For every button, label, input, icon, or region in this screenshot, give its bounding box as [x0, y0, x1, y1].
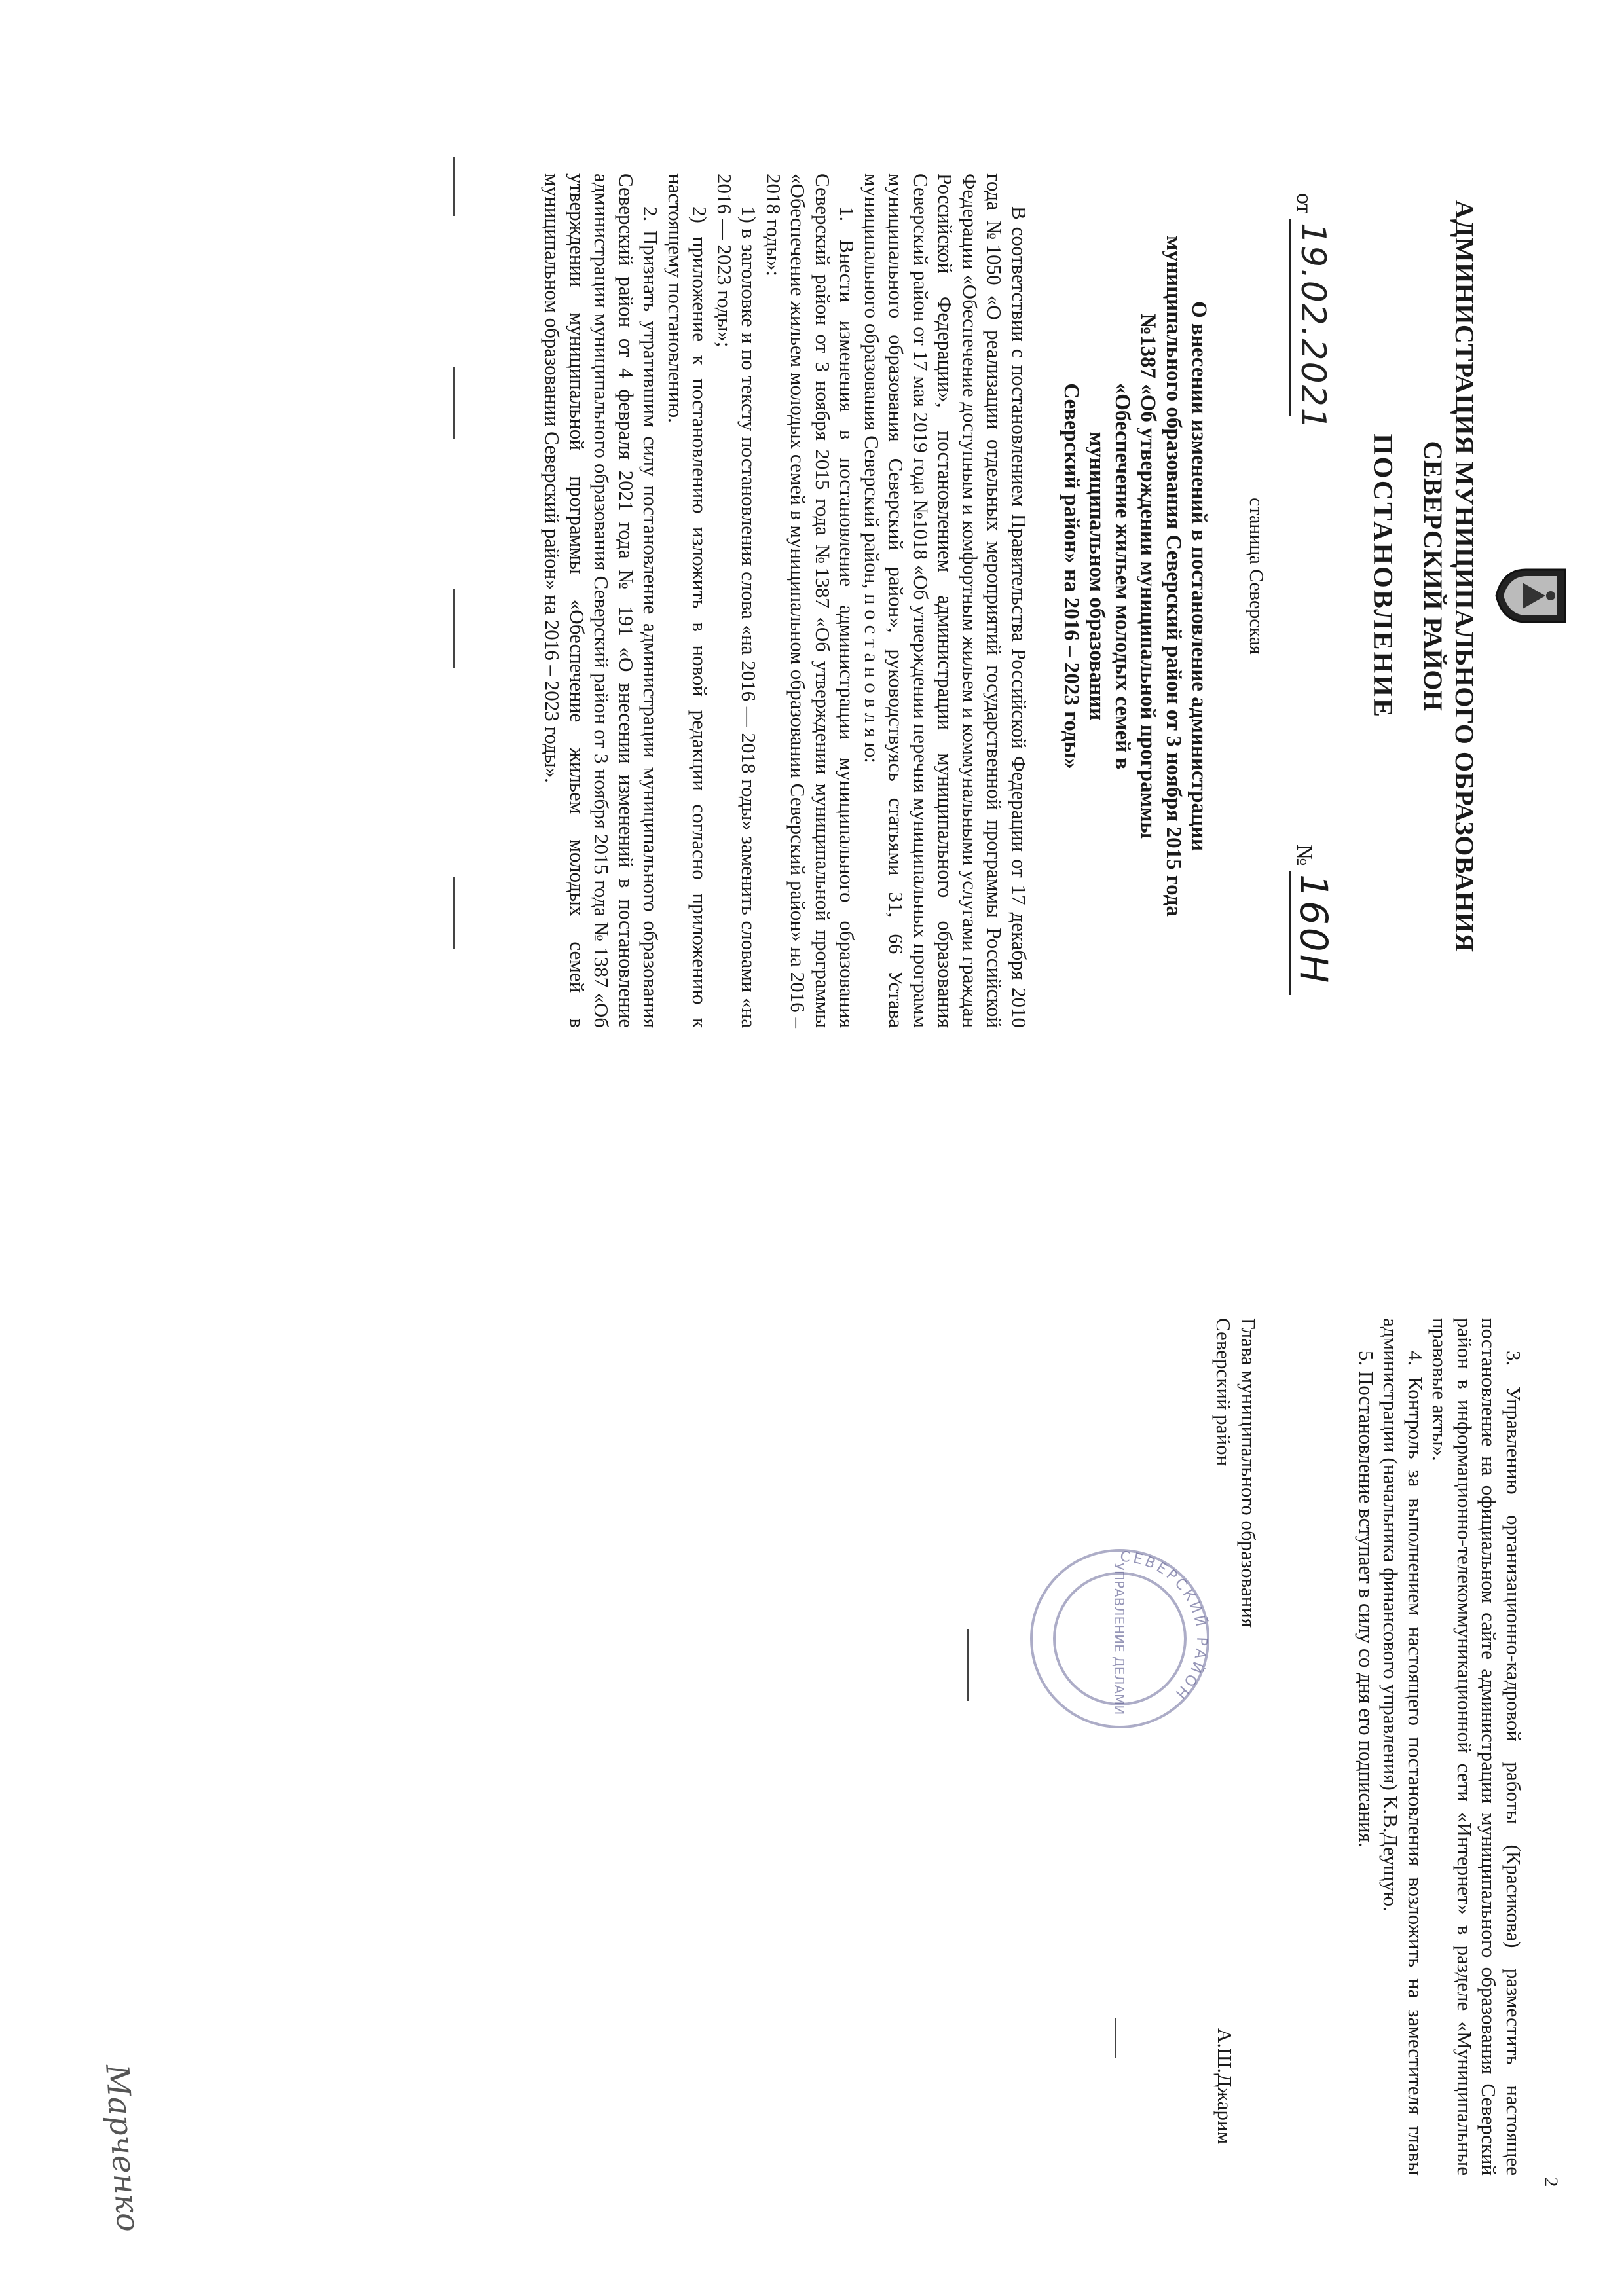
subject-line: «Обеспечение жильем молодых семей в [1111, 382, 1134, 770]
scan-artifact-dash [967, 1629, 969, 1701]
number-underline [1289, 871, 1291, 995]
page-2 [0, 1148, 1624, 2296]
svg-text:СЕВЕРСКИЙ РАЙОН [1120, 1549, 1210, 1704]
document-type-title: ПОСТАНОВЛЕНИЕ [1367, 433, 1397, 719]
org-title-line-2: СЕВЕРСКИЙ РАЙОН [1418, 441, 1448, 712]
body-paragraph-4: 4. Контроль за выполнением настоящего постановления возложить на заместителя главы администрации (начальника финансового управления) К.В.Деущую. [1379, 1318, 1427, 2176]
scan-artifact-dash [1115, 2018, 1116, 2058]
decree-body-page-2 [1354, 1318, 1526, 2176]
stamp-inner-text: УПРАВЛЕНИЕ ДЕЛАМИ [1111, 1562, 1127, 1715]
number-label: № [1292, 845, 1316, 866]
scan-artifact-dash [453, 589, 455, 668]
date-underline [1289, 219, 1291, 416]
coat-of-arms-emblem [1493, 563, 1572, 629]
decree-body-page-1 [540, 173, 1031, 1028]
body-paragraph-1: 1. Внести изменения в постановление администрации муниципального образования Северский район от 3 ноября 2015 года №1387 «Об утверждении муниципальной программы «Обеспечение жильем молодых семей в муниципальном образовании Северский район» на 2016 – 2018 годы»: [762, 173, 859, 1028]
signatory-position-line: Глава муниципального образования [1237, 1318, 1260, 1628]
subject-line: №1387 «Об утверждении муниципальной программы [1136, 313, 1160, 839]
subject-line: Северский район» на 2016 – 2023 годы» [1060, 383, 1083, 769]
official-stamp [1022, 1540, 1218, 1737]
body-paragraph-3: 3. Управлению организационно-кадровой работы (Красикова) разместить настоящее постановление на официальном сайте администрации муниципального образования Северский район в информационно-телекоммуникационной сети «Интернет» в разделе «Муниципальные правовые акты». [1428, 1318, 1525, 2176]
body-paragraph-1-1: 1) в заголовке и по тексту постановления слова «на 2016 — 2018 годы» заменить словами «на 2016 — 2023 годы»; [713, 173, 761, 1028]
signatory-name: А.Ш.Джарим [1213, 2028, 1236, 2145]
body-paragraph-preamble: В соответствии с постановлением Правительства Российской Федерации от 17 декабря 2010 года №1050 «О реализации отдельных мероприятий государственной программы Российской Федерации «Обеспечение доступным и комфортным жильем и коммунальными услугами граждан Российской Федерации», постановлением администрации муниципального образования Северский район от 17 мая 2019 года №1018 «Об утверждении перечня муниципальных программ муниципального образования Северский район», руководствуясь статьями 31, 66 Устава муниципального образования Северский район, п о с т а н о в л я ю: [860, 173, 1031, 1028]
org-title-line-1: АДМИНИСТРАЦИЯ МУНИЦИПАЛЬНОГО ОБРАЗОВАНИЯ [1450, 200, 1479, 953]
body-paragraph-5: 5. Постановление вступает в силу со дня его подписания. [1355, 1351, 1378, 1848]
scan-artifact-dash [453, 367, 455, 439]
scan-artifact-dash [453, 157, 455, 216]
place-of-issue: станица Северская [1246, 498, 1267, 655]
page-number: 2 [1540, 2177, 1562, 2187]
body-paragraph-1-2: 2) приложение к постановлению изложить в новой редакции согласно приложению к настоящему постановлению. [664, 173, 712, 1028]
number-value-handwritten: 160Н [1291, 874, 1336, 986]
body-paragraph-2: 2. Признать утратившим силу постановление администрации муниципального образования Северский район от 4 февраля 2021 года № 191 «О внесении изменений в постановление администрации муниципального образования Северский район от 3 ноября 2015 года № 1387 «Об утверждении муниципальной программы «Обеспечение жильем молодых семей в муниципальном образовании Северский район» на 2016 – 2023 годы». [541, 173, 663, 1028]
stamp-outer-text: СЕВЕРСКИЙ РАЙОН [1119, 1548, 1210, 1704]
decree-subject [1058, 236, 1211, 917]
date-label: от [1292, 193, 1316, 214]
date-value-handwritten: 19.02.2021 [1293, 223, 1333, 431]
signatory-position-line: Северский район [1212, 1318, 1236, 1467]
handwritten-note: Марченко [98, 2063, 147, 2233]
subject-line: О внесении изменений в постановление администрации [1187, 301, 1211, 852]
signatory-position [1211, 1318, 1261, 1628]
subject-line: муниципального образования Северский район от 3 ноября 2015 года [1162, 236, 1185, 917]
subject-line: муниципальном образовании [1085, 431, 1109, 721]
scan-artifact-dash [453, 877, 455, 949]
